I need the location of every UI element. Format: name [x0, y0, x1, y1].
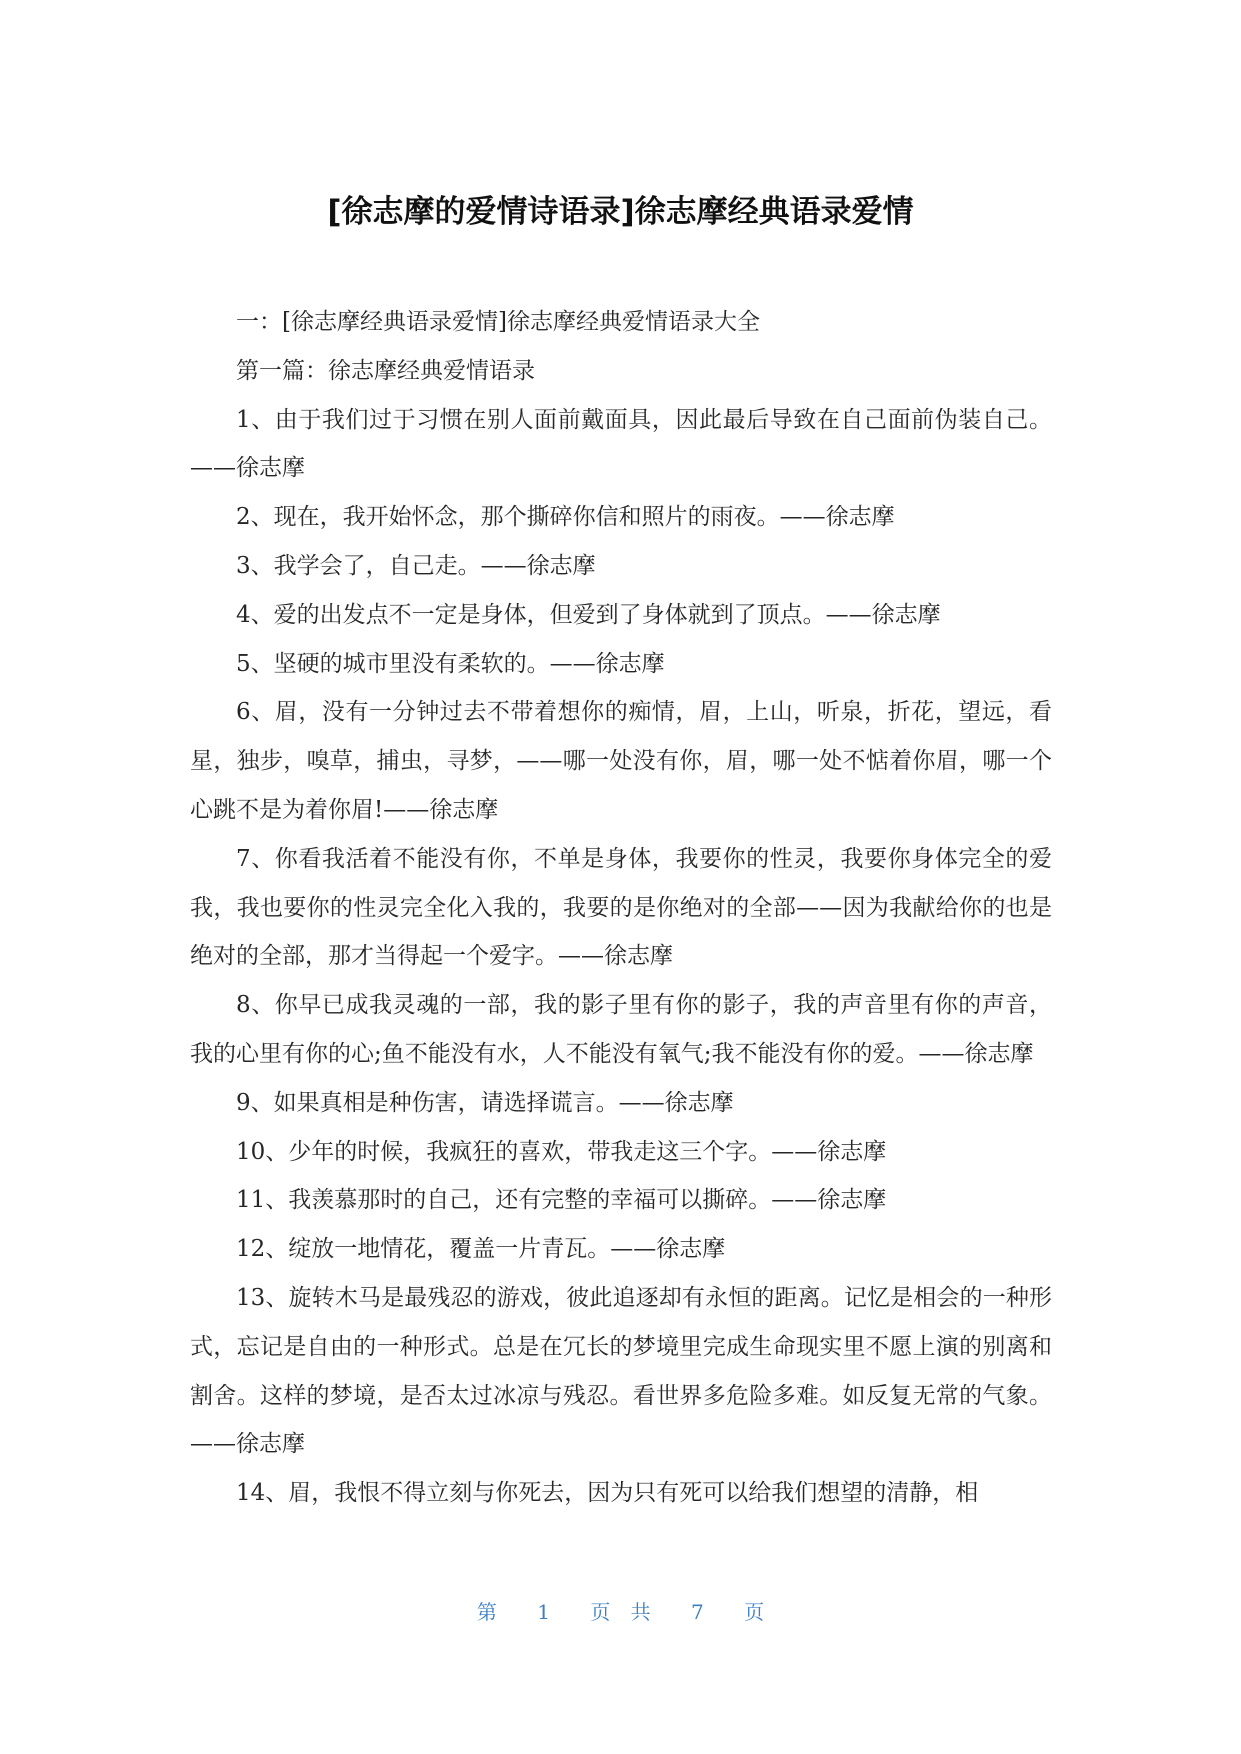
- quote-paragraph: 4、爱的出发点不一定是身体，但爱到了身体就到了顶点。——徐志摩: [236, 601, 941, 628]
- quote-paragraph: 3、我学会了，自己走。——徐志摩: [236, 552, 596, 579]
- quote-paragraph: 8、你早已成我灵魂的一部，我的影子里有你的影子，我的声音里有你的声音，我的心里有你的心;鱼不能没有水，人不能没有氧气;我不能没有你的爱。——徐志摩: [190, 992, 1052, 1067]
- page-footer: [0, 1598, 1241, 1626]
- quote-paragraph: 11、我羡慕那时的自己，还有完整的幸福可以撕碎。——徐志摩: [236, 1187, 887, 1214]
- footer-prefix: 第: [476, 1600, 497, 1624]
- document-body: [190, 298, 1052, 1518]
- quote-paragraph: 7、你看我活着不能没有你，不单是身体，我要你的性灵，我要你身体完全的爱我，我也要你的性灵完全化入我的，我要的是你绝对的全部——因为我献给你的也是绝对的全部，那才当得起一个爱字。——徐志摩: [190, 845, 1052, 970]
- quote-paragraph: 1、由于我们过于习惯在别人面前戴面具，因此最后导致在自己面前伪装自己。——徐志摩: [190, 406, 1052, 482]
- quote-paragraph: 10、少年的时候，我疯狂的喜欢，带我走这三个字。——徐志摩: [236, 1138, 887, 1165]
- footer-total-pages: 7: [691, 1600, 704, 1624]
- quote-paragraph: 9、如果真相是种伤害，请选择谎言。——徐志摩: [236, 1089, 734, 1116]
- quote-paragraph: 2、现在，我开始怀念，那个撕碎你信和照片的雨夜。——徐志摩: [236, 504, 895, 531]
- quote-paragraph: 13、旋转木马是最残忍的游戏，彼此追逐却有永恒的距离。记忆是相会的一种形式，忘记是自由的一种形式。总是在冗长的梦境里完成生命现实里不愿上演的别离和割舍。这样的梦境，是否太过冰凉与残忍。看世界多危险多难。如反复无常的气象。——徐志摩: [190, 1284, 1052, 1458]
- section-heading: 一：[徐志摩经典语录爱情]徐志摩经典爱情语录大全: [236, 309, 760, 335]
- footer-suffix: 页: [744, 1600, 765, 1624]
- quote-paragraph: 5、坚硬的城市里没有柔软的。——徐志摩: [236, 650, 665, 677]
- quote-paragraph: 12、绽放一地情花，覆盖一片青瓦。——徐志摩: [236, 1236, 726, 1263]
- footer-middle: 页 共: [590, 1600, 651, 1624]
- chapter-heading: 第一篇：徐志摩经典爱情语录: [236, 357, 535, 384]
- quote-paragraph: 6、眉，没有一分钟过去不带着想你的痴情，眉，上山，听泉，折花，望远，看星，独步，嗅草，捕虫，寻梦，——哪一处没有你，眉，哪一处不惦着你眉，哪一个心跳不是为着你眉!——徐志摩: [190, 699, 1052, 823]
- document-title: [徐志摩的爱情诗语录]徐志摩经典语录爱情: [327, 194, 914, 230]
- quote-paragraph: 14、眉，我恨不得立刻与你死去，因为只有死可以给我们想望的清静，相: [236, 1480, 979, 1507]
- footer-page-number: 1: [537, 1600, 550, 1624]
